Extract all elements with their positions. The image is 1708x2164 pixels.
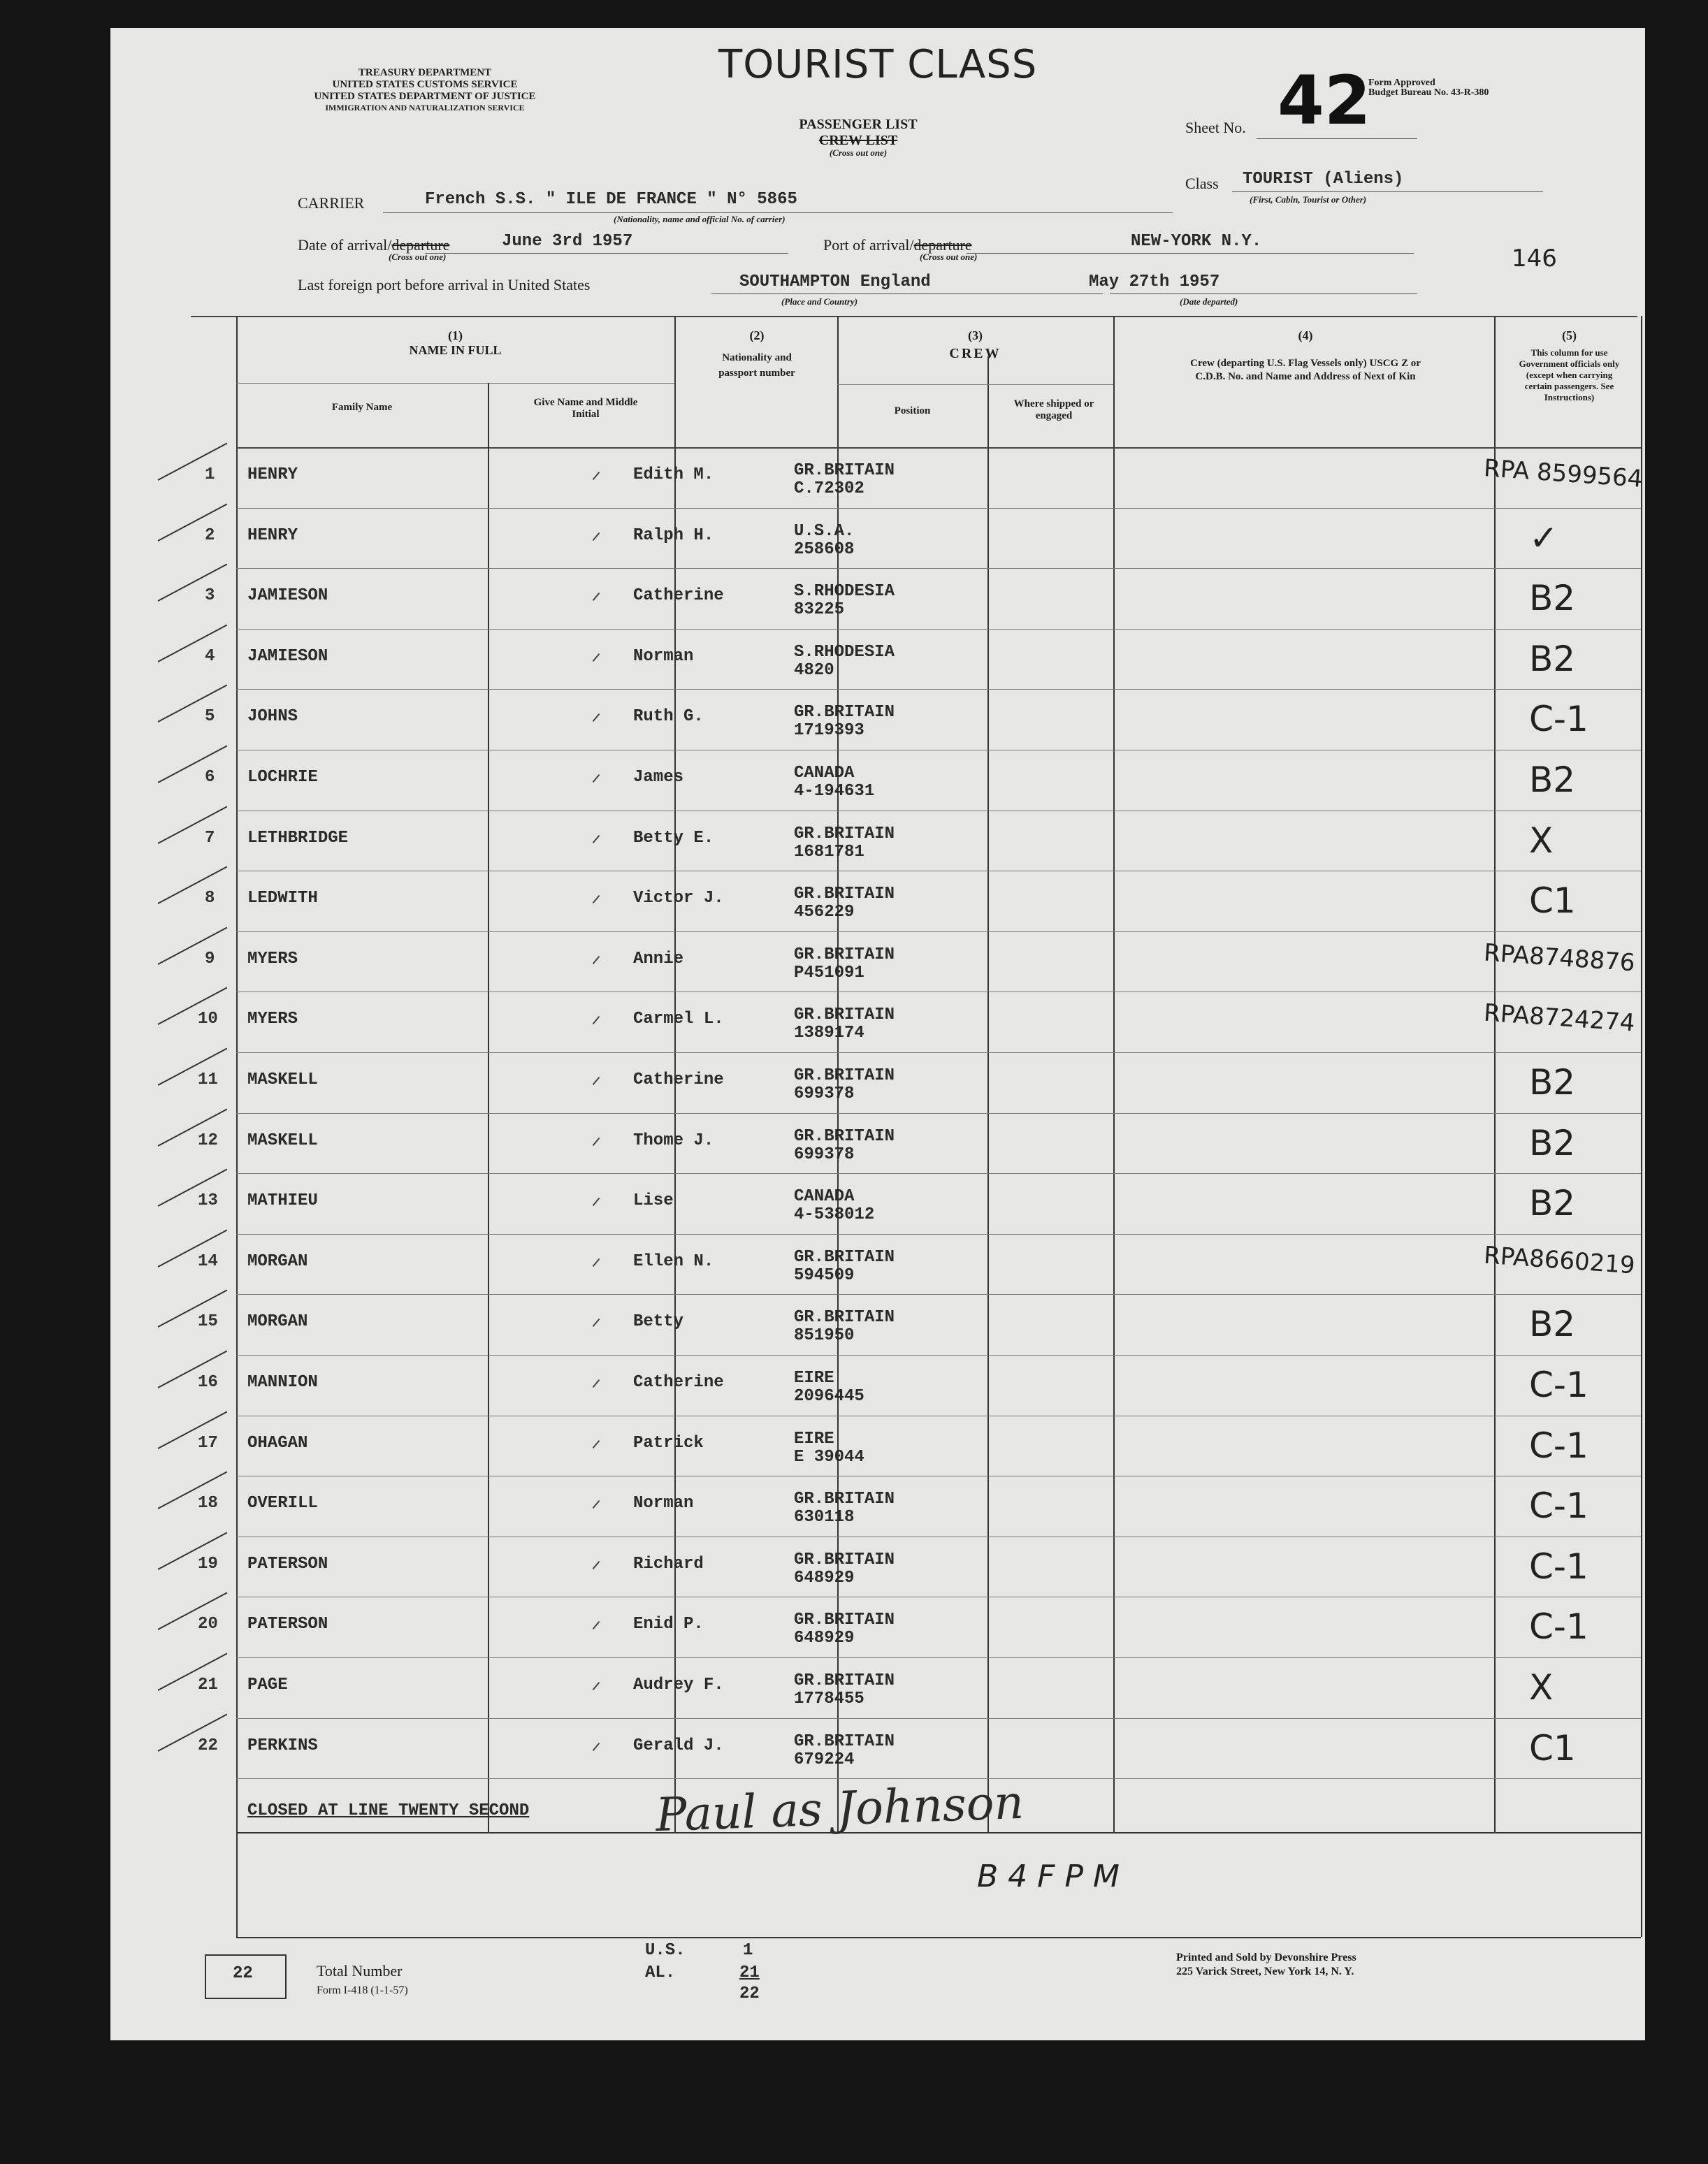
col5-number: (5) (1562, 328, 1577, 342)
sheet-number: 42 (1278, 61, 1371, 140)
family-name: OHAGAN (247, 1433, 308, 1453)
government-notation: B2 (1529, 1122, 1576, 1163)
government-notation: B2 (1529, 760, 1576, 800)
row-number: 17 (198, 1433, 218, 1453)
name-separator (593, 1319, 600, 1327)
row-number: 9 (205, 949, 215, 968)
port-label-text: Port of arrival/ (823, 236, 914, 254)
name-separator (593, 713, 600, 722)
nationality: GR.BRITAIN (794, 1066, 895, 1085)
given-name: James (633, 768, 684, 787)
given-name: Ralph H. (633, 525, 714, 545)
name-separator (593, 1258, 600, 1267)
given-name: Ellen N. (633, 1251, 714, 1271)
nationality: GR.BRITAIN (794, 945, 895, 964)
nationality: GR.BRITAIN (794, 461, 895, 480)
officer-initials: B 4 F P M (977, 1859, 1120, 1894)
class-value: TOURIST (Aliens) (1243, 170, 1404, 189)
nationality: GR.BRITAIN (794, 1308, 895, 1328)
name-separator (593, 1743, 600, 1751)
check-mark-icon (158, 443, 228, 481)
given-name: Norman (633, 1494, 694, 1513)
passport-number: 594509 (794, 1265, 855, 1285)
class-caption: (First, Cabin, Tourist or Other) (1250, 194, 1367, 205)
nationality: GR.BRITAIN (794, 885, 895, 904)
passport-number: 4-194631 (794, 782, 875, 801)
row-divider (236, 1657, 1641, 1658)
row-divider (236, 1294, 1641, 1295)
check-mark-icon (158, 624, 228, 662)
row-number: 5 (205, 707, 215, 727)
dept-line: IMMIGRATION AND NATURALIZATION SERVICE (325, 103, 525, 112)
nationality: GR.BRITAIN (794, 1731, 895, 1751)
port-value: NEW-YORK N.Y. (1131, 232, 1262, 251)
given-name: Richard (633, 1554, 704, 1574)
family-name: MATHIEU (247, 1191, 318, 1211)
family-name: LETHBRIDGE (247, 828, 349, 848)
given-name-header: Give Name and Middle Initial (533, 397, 638, 420)
given-name: Audrey F. (633, 1676, 724, 1694)
nationality: CANADA (794, 764, 855, 783)
name-separator (593, 1379, 600, 1388)
date-value: June 3rd 1957 (502, 232, 633, 251)
passport-number: 648929 (794, 1568, 855, 1588)
family-name: MYERS (247, 1010, 298, 1029)
name-separator (593, 653, 600, 662)
name-separator (593, 472, 600, 480)
family-name: HENRY (247, 525, 298, 545)
check-mark-icon (158, 564, 228, 602)
row-divider (236, 1052, 1641, 1053)
family-name: MASKELL (247, 1131, 318, 1150)
nationality: GR.BRITAIN (794, 1550, 895, 1569)
name-separator (593, 1561, 600, 1569)
row-number: 8 (205, 889, 215, 908)
passport-number: P451091 (794, 963, 864, 982)
passport-number: 851950 (794, 1326, 855, 1346)
government-notation: C-1 (1529, 1606, 1588, 1648)
row-number: 18 (198, 1494, 218, 1513)
row-divider (236, 931, 1641, 932)
check-mark-icon (158, 806, 228, 843)
row-number: 12 (198, 1131, 218, 1150)
row-divider (236, 1173, 1641, 1174)
date-label-text: Date of arrival/ (298, 236, 392, 254)
sheet-label: Sheet No. (1185, 119, 1246, 136)
col4-title: Crew (departing U.S. Flag Vessels only) USCG Z or C.D.B. No. and Name and Address of Next of Kin (1190, 358, 1421, 382)
total-value: 22 (233, 1964, 253, 1983)
family-name: LEDWITH (247, 889, 318, 908)
name-separator (593, 1077, 600, 1085)
dept-line: TREASURY DEPARTMENT (358, 67, 492, 78)
page-reference: 146 (1512, 245, 1557, 273)
government-notation: C-1 (1529, 1425, 1588, 1466)
row-divider (236, 689, 1641, 690)
family-name-header: Family Name (331, 402, 393, 413)
dept-line: UNITED STATES DEPARTMENT OF JUSTICE (314, 91, 536, 102)
last-port-value: SOUTHAMPTON England (739, 273, 931, 291)
passport-number: E 39044 (794, 1447, 864, 1467)
passport-number: 1778455 (794, 1690, 864, 1708)
name-separator (593, 835, 600, 843)
name-separator (593, 593, 600, 601)
date-departed-caption: (Date departed) (1180, 296, 1238, 307)
nationality: S.RHODESIA (794, 642, 895, 662)
check-mark-icon (158, 685, 228, 722)
passport-number: 699378 (794, 1145, 855, 1164)
nationality: GR.BRITAIN (794, 1671, 895, 1690)
passport-number: 648929 (794, 1629, 855, 1648)
col5-header (1498, 328, 1641, 403)
nationality: CANADA (794, 1187, 855, 1207)
government-notation: RPA8748876 (1482, 938, 1636, 978)
name-separator (593, 532, 600, 541)
nationality: GR.BRITAIN (794, 1005, 895, 1025)
family-name: PAGE (247, 1676, 288, 1694)
name-separator (593, 1016, 600, 1024)
us-label: U.S. (645, 1941, 686, 1960)
name-separator (593, 1198, 600, 1206)
col1-title: NAME IN FULL (409, 343, 502, 357)
closing-statement: CLOSED AT LINE TWENTY SECOND (247, 1801, 530, 1820)
check-mark-icon (158, 927, 228, 964)
given-name: Norman (633, 646, 694, 666)
passport-number: 679224 (794, 1750, 855, 1769)
family-name: JOHNS (247, 707, 298, 727)
row-divider (236, 1718, 1641, 1719)
nationality: GR.BRITAIN (794, 703, 895, 722)
check-mark-icon (158, 503, 228, 541)
row-divider (236, 1113, 1641, 1114)
nationality: GR.BRITAIN (794, 1490, 895, 1509)
government-notation: ✓ (1529, 517, 1558, 558)
government-notation: RPA8724274 (1482, 999, 1636, 1038)
given-name: Catherine (633, 1070, 724, 1089)
passport-number: 258608 (794, 539, 855, 559)
government-notation: RPA8660219 (1482, 1241, 1636, 1280)
family-name: HENRY (247, 465, 298, 484)
col2-header (676, 328, 837, 381)
row-number: 22 (198, 1736, 218, 1755)
government-notation: C-1 (1529, 699, 1588, 740)
date-struck-text: departure (391, 236, 450, 254)
passport-number: 456229 (794, 903, 855, 922)
budget-bureau-line: Budget Bureau No. 43-R-380 (1368, 87, 1489, 98)
date-caption: (Cross out one) (389, 252, 447, 262)
passport-number: 83225 (794, 600, 845, 620)
given-name: Thome J. (633, 1131, 714, 1150)
row-number: 19 (198, 1554, 218, 1574)
check-mark-icon (158, 746, 228, 783)
passport-number: 1719393 (794, 721, 864, 741)
government-notation: C-1 (1529, 1365, 1588, 1405)
row-divider (236, 568, 1641, 569)
government-notation: C-1 (1529, 1486, 1588, 1527)
family-name: MANNION (247, 1373, 318, 1392)
col5-title: This column for use Government officials only (except when carrying certain passengers. See Instructions) (1519, 347, 1620, 402)
us-value: 1 (743, 1941, 753, 1960)
name-separator (593, 956, 600, 964)
passport-number: C.72302 (794, 479, 864, 498)
family-name: MASKELL (247, 1070, 318, 1089)
government-notation: B2 (1529, 578, 1576, 619)
printer-line-2: 225 Varick Street, New York 14, N. Y. (1176, 1966, 1354, 1977)
passenger-list-label: PASSENGER LIST (799, 117, 918, 132)
government-notation: C1 (1529, 1727, 1576, 1769)
given-name: Gerald J. (633, 1736, 724, 1755)
nationality: GR.BRITAIN (794, 1611, 895, 1630)
row-divider (236, 1355, 1641, 1356)
col4-header (1117, 328, 1494, 384)
family-name: PERKINS (247, 1736, 318, 1755)
col3-header (837, 328, 1113, 362)
family-name: PATERSON (247, 1615, 328, 1634)
row-number: 4 (205, 646, 215, 666)
given-name: Victor J. (633, 889, 724, 908)
col2-number: (2) (749, 328, 765, 342)
al-value: 21 (739, 1963, 760, 1982)
government-notation: C1 (1529, 880, 1576, 922)
given-name: Enid P. (633, 1615, 704, 1634)
col1-number: (1) (448, 328, 463, 342)
passport-number: 4-538012 (794, 1205, 875, 1225)
given-name: Catherine (633, 1373, 724, 1392)
printer-line-1: Printed and Sold by Devonshire Press (1176, 1952, 1356, 1963)
row-number: 16 (198, 1373, 218, 1392)
given-name: Ruth G. (633, 707, 704, 727)
officer-signature: Paul as Johnson (654, 1775, 1025, 1843)
government-notation: B2 (1529, 1304, 1576, 1345)
name-separator (593, 1500, 600, 1509)
row-number: 10 (198, 1010, 218, 1029)
family-name: JAMIESON (247, 586, 328, 606)
row-number: 1 (205, 465, 215, 484)
manifest-sheet (110, 28, 1645, 2040)
nationality: EIRE (794, 1429, 834, 1448)
passport-number: 2096445 (794, 1387, 864, 1406)
carrier-value: French S.S. " ILE DE FRANCE " N° 5865 (425, 190, 797, 209)
nationality: S.RHODESIA (794, 582, 895, 602)
row-number: 2 (205, 525, 215, 545)
passport-number: 1389174 (794, 1024, 864, 1043)
al-label: AL. (645, 1963, 676, 1982)
form-number: Form I-418 (1-1-57) (317, 1984, 408, 1996)
family-name: OVERILL (247, 1494, 318, 1513)
row-number: 14 (198, 1251, 218, 1271)
port-struck-text: departure (913, 236, 972, 254)
family-name: MORGAN (247, 1251, 308, 1271)
col2-title: Nationality and passport number (718, 352, 795, 379)
row-number: 13 (198, 1191, 218, 1211)
sum-value: 22 (739, 1984, 760, 2003)
row-number: 11 (198, 1070, 218, 1089)
dept-line: UNITED STATES CUSTOMS SERVICE (332, 79, 518, 90)
given-name: Annie (633, 949, 684, 968)
given-name: Edith M. (633, 465, 714, 484)
name-separator (593, 895, 600, 903)
carrier-label: CARRIER (298, 194, 365, 212)
family-name: PATERSON (247, 1554, 328, 1574)
department-header (299, 67, 551, 112)
carrier-caption: (Nationality, name and official No. of carrier) (614, 214, 786, 224)
cross-out-caption: (Cross out one) (829, 147, 888, 158)
check-mark-icon (158, 866, 228, 904)
list-title (767, 119, 949, 159)
passport-number: 699378 (794, 1084, 855, 1103)
last-port-label: Last foreign port before arrival in United States (298, 276, 591, 293)
nationality: EIRE (794, 1369, 834, 1388)
family-name: LOCHRIE (247, 768, 318, 787)
given-name: Lise (633, 1191, 674, 1211)
name-separator (593, 1682, 600, 1690)
col4-number: (4) (1298, 328, 1313, 342)
position-header: Position (894, 405, 931, 416)
col3-title: CREW (949, 346, 1001, 361)
row-divider (236, 629, 1641, 630)
col3-number: (3) (968, 328, 983, 342)
nationality: GR.BRITAIN (794, 1126, 895, 1146)
government-notation: B2 (1529, 1183, 1576, 1224)
name-separator (593, 774, 600, 783)
family-name: JAMIESON (247, 646, 328, 666)
government-notation: C-1 (1529, 1546, 1588, 1587)
printer-note (1176, 1951, 1356, 1979)
family-name: MORGAN (247, 1312, 308, 1332)
class-label: Class (1185, 175, 1219, 192)
given-name: Catherine (633, 586, 724, 606)
government-notation: X (1529, 1667, 1554, 1708)
name-separator (593, 1440, 600, 1448)
passport-number: 4820 (794, 660, 834, 680)
government-notation: RPA 8599564 (1482, 454, 1644, 493)
form-approved (1368, 78, 1489, 98)
government-notation: X (1529, 820, 1554, 861)
total-label: Total Number (317, 1962, 403, 1980)
given-name: Betty E. (633, 828, 714, 848)
form-approved-line: Form Approved (1368, 78, 1435, 88)
row-divider (236, 508, 1641, 509)
government-notation: B2 (1529, 1062, 1576, 1103)
name-separator (593, 1621, 600, 1629)
given-name: Patrick (633, 1433, 704, 1453)
nationality: GR.BRITAIN (794, 824, 895, 843)
row-number: 7 (205, 828, 215, 848)
given-name: Betty (633, 1312, 684, 1332)
row-number: 15 (198, 1312, 218, 1332)
row-divider (236, 1234, 1641, 1235)
col1-header (236, 328, 674, 358)
passport-number: 630118 (794, 1508, 855, 1527)
passport-number: 1681781 (794, 842, 864, 862)
name-separator (593, 1138, 600, 1146)
crew-list-label: CREW LIST (818, 133, 898, 148)
row-number: 6 (205, 768, 215, 787)
nationality: GR.BRITAIN (794, 1247, 895, 1267)
family-name: MYERS (247, 949, 298, 968)
shipped-header: Where shipped or engaged (1013, 398, 1094, 421)
row-number: 20 (198, 1615, 218, 1634)
nationality: U.S.A. (794, 521, 855, 541)
total-box (205, 1954, 287, 1999)
last-port-caption: (Place and Country) (781, 296, 858, 307)
row-number: 21 (198, 1676, 218, 1694)
date-departed-value: May 27th 1957 (1089, 273, 1220, 291)
row-number: 3 (205, 586, 215, 606)
given-name: Carmel L. (633, 1010, 724, 1029)
government-notation: B2 (1529, 638, 1576, 679)
port-caption: (Cross out one) (920, 252, 978, 262)
page-title: TOURIST CLASS (718, 42, 1038, 87)
